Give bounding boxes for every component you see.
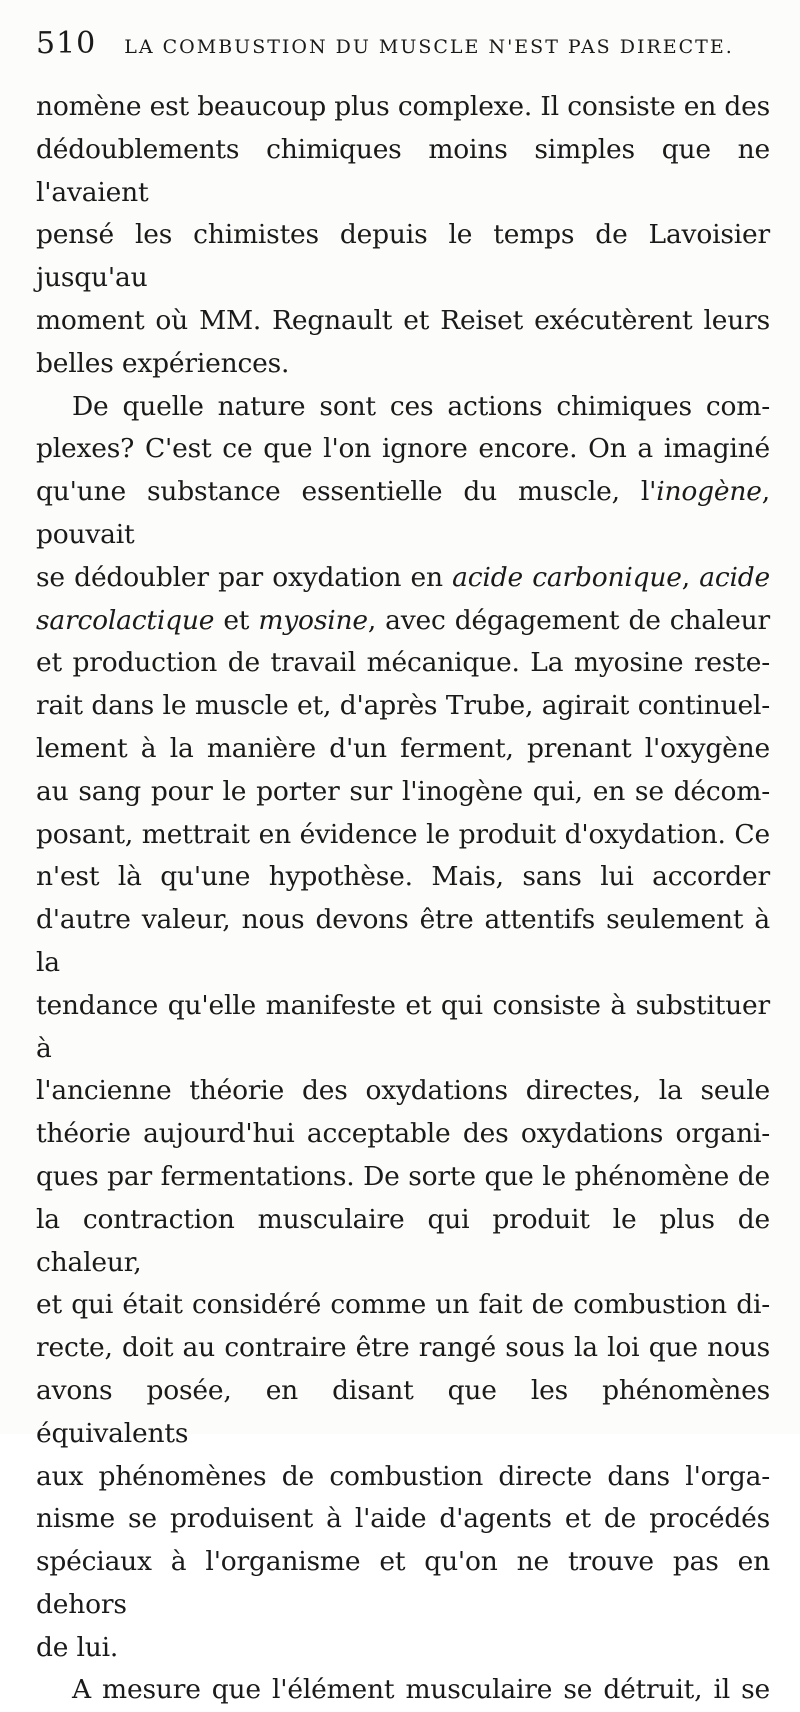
text-line: spéciaux à l'organisme et qu'on ne trouve pas en dehors xyxy=(36,1546,770,1620)
italic-term-inogene: inogène xyxy=(656,476,762,508)
text-run: , pouvait xyxy=(36,476,770,550)
text-run: se dédoubler par oxydation en xyxy=(36,561,453,593)
text-run: qu'une substance essentielle du muscle, l' xyxy=(36,476,657,508)
text-line: moment où MM. Regnault et Reiset exécutèrent leurs xyxy=(36,304,770,336)
text-run: , xyxy=(681,561,700,593)
text-line: l'ancienne théorie des oxydations directes, la seule xyxy=(36,1075,770,1107)
italic-term-acide-carbonique: acide carbonique xyxy=(452,561,682,593)
text-line: pensé les chimistes depuis le temps de Lavoisier jusqu'au xyxy=(36,219,770,294)
text-run: , avec dégagement de chaleur xyxy=(367,604,770,636)
text-line: A mesure que l'élément musculaire se détruit, il se xyxy=(72,1674,770,1706)
text-line xyxy=(36,471,770,557)
page-number: 510 xyxy=(36,26,97,61)
text-line: lement à la manière d'un ferment, prenant l'oxygène xyxy=(36,732,770,764)
text-line: De quelle nature sont ces actions chimiques com- xyxy=(72,390,770,422)
text-line: tendance qu'elle manifeste et qui consiste à substituer à xyxy=(36,989,770,1064)
text-line: nomène est beaucoup plus complexe. Il consiste en des xyxy=(36,91,770,122)
text-line: rait dans le muscle et, d'après Trube, agirait continuel- xyxy=(36,690,770,722)
text-line: plexes? C'est ce que l'on ignore encore. On a imaginé xyxy=(36,433,770,465)
text-line: n'est là qu'une hypothèse. Mais, sans lui accorder xyxy=(36,861,770,893)
text-line: posant, mettrait en évidence le produit d'oxydation. Ce xyxy=(36,818,770,850)
italic-term-sarcolactique: sarcolactique xyxy=(36,604,215,636)
text-line: recte, doit au contraire être rangé sous la loi que nous xyxy=(36,1332,770,1364)
italic-term-acide: acide xyxy=(699,561,771,593)
text-line: nisme se produisent à l'aide d'agents et de procédés xyxy=(36,1503,770,1535)
running-title: LA COMBUSTION DU MUSCLE N'EST PAS DIRECTE. xyxy=(124,36,734,58)
text-line: dédoublements chimiques moins simples que ne l'avaient xyxy=(36,133,770,208)
text-line: et qui était considéré comme un fait de combustion di- xyxy=(36,1289,770,1321)
text-line: au sang pour le porter sur l'inogène qui, en se décom- xyxy=(36,775,770,807)
text-line: d'autre valeur, nous devons être attentifs seulement à la xyxy=(36,904,770,978)
text-line: la contraction musculaire qui produit le plus de chaleur, xyxy=(36,1203,770,1278)
text-line: de lui. xyxy=(36,1631,119,1663)
text-run: et xyxy=(214,604,259,636)
text-line: avons posée, en disant que les phénomènes équivalents xyxy=(36,1374,770,1449)
text-line: aux phénomènes de combustion directe dans l'orga- xyxy=(36,1460,770,1492)
page-header xyxy=(36,26,770,78)
text-line: belles expériences. xyxy=(36,347,290,379)
text-line xyxy=(36,557,770,600)
text-line: et production de travail mécanique. La myosine reste- xyxy=(36,647,770,679)
text-line xyxy=(36,600,770,643)
text-line: théorie aujourd'hui acceptable des oxydations organi- xyxy=(36,1118,770,1150)
text-line: ques par fermentations. De sorte que le phénomène de xyxy=(36,1160,770,1192)
body-text xyxy=(36,86,770,1712)
italic-term-myosine: myosine xyxy=(258,604,368,636)
